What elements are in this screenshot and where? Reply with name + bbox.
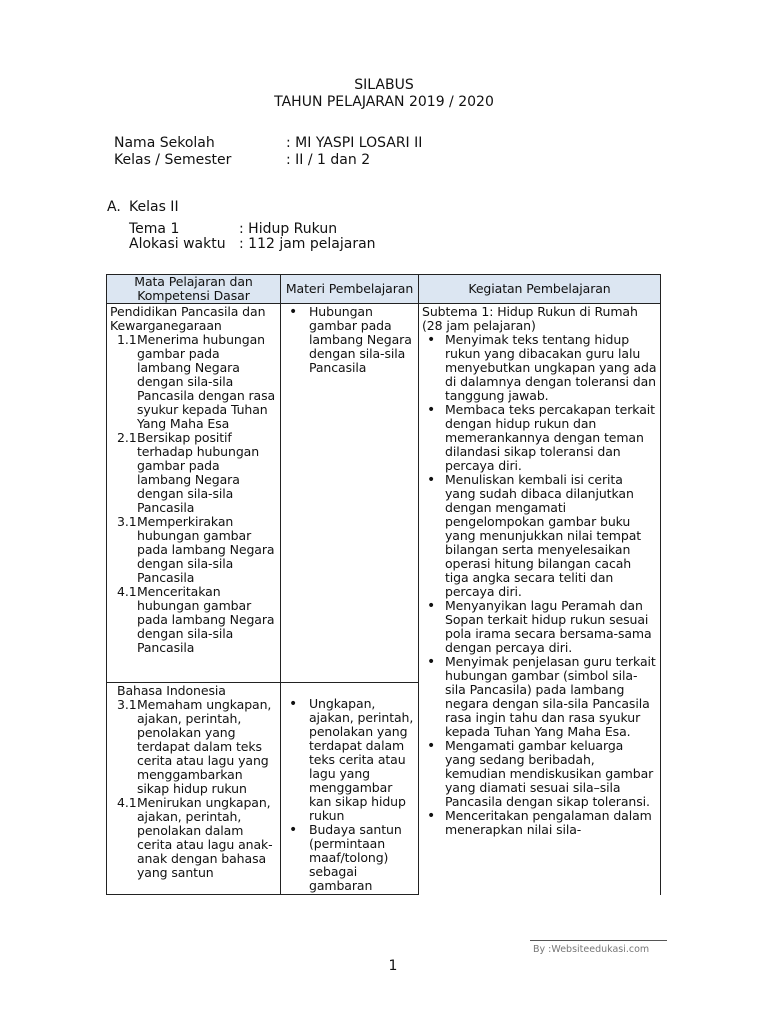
competency-number: 4.1 xyxy=(117,584,137,599)
competency-number: 3.1 xyxy=(117,514,137,529)
competency-item xyxy=(110,515,277,585)
competency-text: Memperkirakan hubungan gambar pada lambang Negara dengan sila-sila Pancasila xyxy=(137,514,275,585)
material-cell-ppkn xyxy=(281,304,419,683)
allocation-value: : 112 jam pelajaran xyxy=(239,236,376,252)
competency-text: Memaham ungkapan, ajakan, perintah, penolakan yang terdapat dalam teks cerita atau lagu yang menggambarkan sikap hidup rukun xyxy=(137,697,272,796)
competency-text: Menceritakan hubungan gambar pada lambang Negara dengan sila-sila Pancasila xyxy=(137,584,275,655)
subject-cell-ppkn xyxy=(107,304,281,683)
material-item: • Budaya santun (permintaan maaf/tolong) sebagai gambaran xyxy=(284,823,415,893)
class-semester-value: : II / 1 dan 2 xyxy=(286,152,371,168)
document-title: SILABUS xyxy=(354,77,414,93)
document-subtitle: TAHUN PELAJARAN 2019 / 2020 xyxy=(274,94,494,110)
footer-divider xyxy=(530,940,667,941)
allocation-label: Alokasi waktu xyxy=(129,236,226,252)
header-activities: Kegiatan Pembelajaran xyxy=(419,275,661,304)
activity-list xyxy=(422,333,657,837)
competency-text: Bersikap positif terhadap hubungan gambar pada lambang Negara dengan sila-sila Pancasila xyxy=(137,430,260,515)
activities-cell xyxy=(419,304,661,895)
competency-number: 1.1 xyxy=(117,332,137,347)
section-title: Kelas II xyxy=(129,199,179,215)
activity-item: • Menceritakan pengalaman dalam menerapkan nilai sila- xyxy=(422,809,657,837)
competency-number: 4.1 xyxy=(117,795,137,810)
competency-number: 3.1 xyxy=(117,697,137,712)
material-item: • Hubungan gambar pada lambang Negara dengan sila-sila Pancasila xyxy=(284,305,415,375)
allocation-row xyxy=(129,236,376,253)
school-name-label: Nama Sekolah xyxy=(114,135,215,151)
subtheme-title: Subtema 1: Hidup Rukun di Rumah (28 jam pelajaran) xyxy=(422,304,638,333)
competency-item xyxy=(110,796,277,880)
activity-item: • Mengamati gambar keluarga yang sedang beribadah, kemudian mendiskusikan gambar yang diamati sesuai sila–sila Pancasila dengan sikap toleransi. xyxy=(422,739,657,809)
syllabus-table xyxy=(106,274,661,895)
table-row xyxy=(107,304,661,683)
activity-item: • Menyanyikan lagu Peramah dan Sopan terkait hidup rukun sesuai pola irama secara bersama-sama dengan percaya diri. xyxy=(422,599,657,655)
theme-value: : Hidup Rukun xyxy=(239,221,338,237)
header-material: Materi Pembelajaran xyxy=(281,275,419,304)
footer-credit: By :Websiteedukasi.com xyxy=(533,944,650,955)
competency-item xyxy=(110,585,277,655)
activity-item: • Membaca teks percakapan terkait dengan hidup rukun dan memerankannya dengan teman dilandasi sikap toleransi dan percaya diri. xyxy=(422,403,657,473)
material-item: • Ungkapan, ajakan, perintah, penolakan yang terdapat dalam teks cerita atau lagu yang menggambar kan sikap hidup rukun xyxy=(284,697,415,823)
competency-text: Menerima hubungan gambar pada lambang Negara dengan sila-sila Pancasila dengan rasa syukur kepada Tuhan Yang Maha Esa xyxy=(137,332,276,431)
subject-name: Pendidikan Pancasila dan Kewarganegaraan xyxy=(110,304,266,333)
theme-label: Tema 1 xyxy=(129,221,180,237)
class-semester-label: Kelas / Semester xyxy=(114,152,232,168)
table-header-row xyxy=(107,275,661,304)
competency-number: 2.1 xyxy=(117,430,137,445)
activity-item: • Menuliskan kembali isi cerita yang sudah dibaca dilanjutkan dengan mengamati pengelompokan gambar buku yang menunjukkan nilai tempat bilangan serta menyelesaikan operasi hitung bilangan cacah tiga angka secara teliti dan percaya diri. xyxy=(422,473,657,599)
school-name-value: : MI YASPI LOSARI II xyxy=(286,135,423,151)
page-number: 1 xyxy=(388,958,398,974)
competency-item xyxy=(110,431,277,515)
subject-cell-bahasa xyxy=(107,683,281,895)
activity-item: • Menyimak penjelasan guru terkait hubungan gambar (simbol sila-sila Pancasila) pada lambang negara dengan sila-sila Pancasila rasa ingin tahu dan rasa syukur kepada Tuhan Yang Maha Esa. xyxy=(422,655,657,739)
class-semester-row xyxy=(114,152,370,169)
section-number: A. xyxy=(107,199,121,215)
material-list xyxy=(284,305,415,375)
activity-item: • Menyimak teks tentang hidup rukun yang dibacakan guru lalu menyebutkan ungkapan yang ada di dalamnya dengan toleransi dan tanggung jawab. xyxy=(422,333,657,403)
material-list xyxy=(284,697,415,893)
header-subject-competency: Mata Pelajaran dan Kompetensi Dasar xyxy=(107,275,281,304)
section-heading xyxy=(107,199,179,216)
school-name-row xyxy=(114,135,422,152)
competency-text: Menirukan ungkapan, ajakan, perintah, penolakan dalam cerita atau lagu anak-anak dengan bahasa yang santun xyxy=(137,795,273,880)
competency-item xyxy=(110,333,277,431)
subject-name: Bahasa Indonesia xyxy=(117,683,226,698)
competency-item xyxy=(110,698,277,796)
material-cell-bahasa xyxy=(281,683,419,895)
